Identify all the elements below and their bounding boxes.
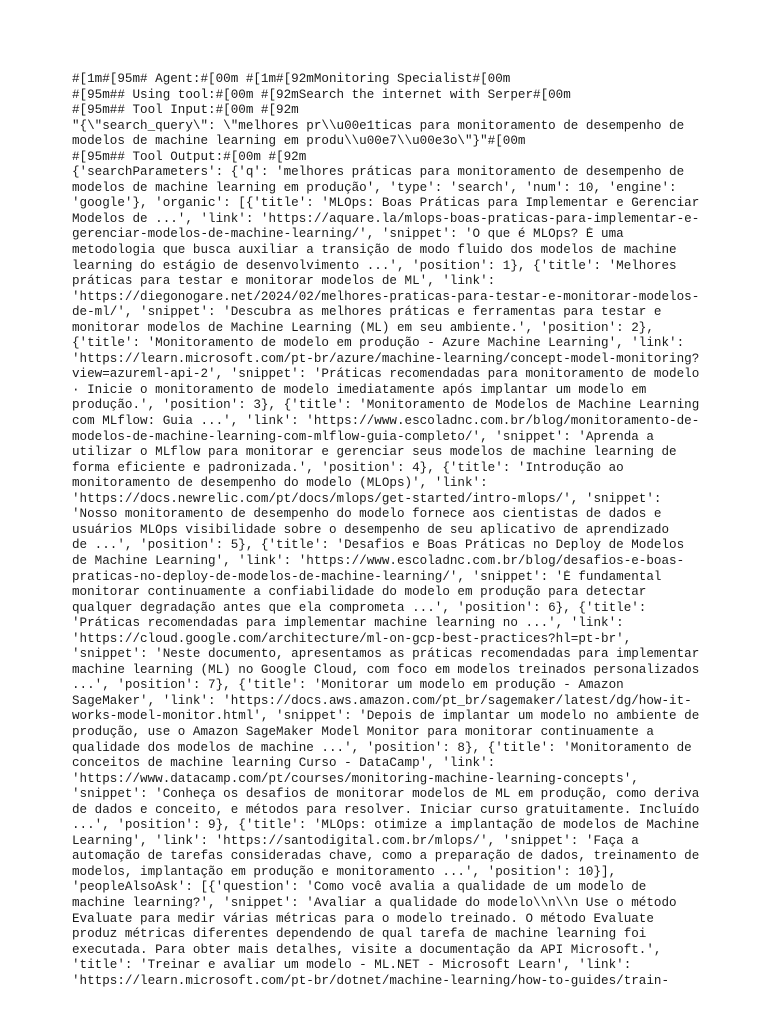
log-line: modelos de machine learning em produção', 'type': 'search', 'num': 10, 'engine': [72, 180, 677, 195]
log-line: 'Nosso monitoramento de desempenho do modelo fornece aos cientistas de dados e [72, 507, 662, 522]
log-line: Learning', 'link': 'https://santodigital.com.br/mlops/', 'snippet': 'Faça a [72, 833, 639, 848]
log-line: view=azureml-api-2', 'snippet': 'Práticas recomendadas para monitoramento de modelo [72, 367, 700, 382]
log-line: conceitos de machine learning Curso - DataCamp', 'link': [72, 756, 496, 771]
log-line: produz métricas diferentes dependendo de qual tarefa de machine learning foi [72, 927, 647, 942]
log-line: de ...', 'position': 5}, {'title': 'Desafios e Boas Práticas no Deploy de Modelos [72, 538, 685, 553]
log-line: práticas para testar e monitorar modelos de ML', 'link': [72, 274, 496, 289]
log-line: #[95m## Tool Output:#[00m #[92m [72, 149, 307, 164]
log-line: praticas-no-deploy-de-modelos-de-machine-learning/', 'snippet': 'É fundamental [72, 569, 662, 584]
log-line: machine learning?', 'snippet': 'Avaliar a qualidade do modelo\\n\\n Use o método [72, 895, 677, 910]
log-line: gerenciar-modelos-de-machine-learning/', 'snippet': 'O que é MLOps? É uma [72, 227, 624, 242]
log-line: de-ml/', 'snippet': 'Descubra as melhores práticas e ferramentas para testar e [72, 305, 662, 320]
log-line: ...', 'position': 7}, {'title': 'Monitorar um modelo em produção - Amazon [72, 678, 624, 693]
log-line: learning do estágio de desenvolvimento ...', 'position': 1}, {'title': 'Melhores [72, 258, 677, 273]
log-line: 'snippet': 'Neste documento, apresentamos as práticas recomendadas para implementar [72, 647, 700, 662]
log-line: #[95m## Tool Input:#[00m #[92m [72, 103, 299, 118]
log-line: forma eficiente e padronizada.', 'position': 4}, {'title': 'Introdução ao [72, 460, 624, 475]
log-line: 'https://learn.microsoft.com/pt-br/azure/machine-learning/concept-model-monitoring? [72, 351, 700, 366]
log-line: qualquer degradação antes que ela comprometa ...', 'position': 6}, {'title': [72, 600, 647, 615]
log-line: automação de tarefas consideradas chave, como a preparação de dados, treinamento de [72, 849, 700, 864]
log-line: 'https://learn.microsoft.com/pt-br/dotnet/machine-learning/how-to-guides/train- [72, 973, 670, 988]
log-line: 'peopleAlsoAsk': [{'question': 'Como você avalia a qualidade de um modelo de [72, 880, 647, 895]
agent-log-text [72, 72, 712, 989]
log-line: executada. Para obter mais detalhes, visite a documentação da API Microsoft.', [72, 942, 662, 957]
log-line: de dados e conceito, e métodos para resolver. Iniciar curso gratuitamente. Incluído [72, 802, 700, 817]
log-line: produção.', 'position': 3}, {'title': 'Monitoramento de Modelos de Machine Learning [72, 398, 700, 413]
log-line: 'https://diegonogare.net/2024/02/melhores-praticas-para-testar-e-monitorar-modelos- [72, 289, 700, 304]
log-line: ...', 'position': 9}, {'title': 'MLOps: otimize a implantação de modelos de Machine [72, 818, 700, 833]
log-line: #[95m## Using tool:#[00m #[92mSearch the internet with Serper#[00m [72, 87, 571, 102]
log-line: 'Práticas recomendadas para implementar machine learning no ...', 'link': [72, 616, 624, 631]
log-line: de Machine Learning', 'link': 'https://www.escoladnc.com.br/blog/desafios-e-boas- [72, 553, 685, 568]
log-line: metodologia que busca auxiliar a transição de modo fluido dos modelos de machine [72, 243, 677, 258]
log-line: SageMaker', 'link': 'https://docs.aws.amazon.com/pt_br/sagemaker/latest/dg/how-it- [72, 693, 692, 708]
log-line: · Inicie o monitoramento de modelo imediatamente após implantar um modelo em [72, 382, 647, 397]
log-line: produção, use o Amazon SageMaker Model Monitor para monitorar continuamente a [72, 724, 654, 739]
log-line: modelos, implantação em produção e monitoramento ...', 'position': 10}], [72, 864, 617, 879]
log-line: machine learning (ML) no Google Cloud, com foco em modelos treinados personalizados [72, 662, 700, 677]
log-line: monitorar modelos de Machine Learning (ML) em seu ambiente.', 'position': 2}, [72, 320, 654, 335]
log-line: modelos-de-machine-learning-com-mlflow-guia-completo/', 'snippet': 'Aprenda a [72, 429, 654, 444]
log-line: #[1m#[95m# Agent:#[00m #[1m#[92mMonitoring Specialist#[00m [72, 72, 511, 86]
log-line: works-model-monitor.html', 'snippet': 'Depois de implantar um modelo no ambiente de [72, 709, 700, 724]
log-line: 'title': 'Treinar e avaliar um modelo - ML.NET - Microsoft Learn', 'link': [72, 958, 632, 973]
log-line: utilizar o MLflow para monitorar e gerenciar seus modelos de machine learning de [72, 445, 677, 460]
log-line: 'https://cloud.google.com/architecture/ml-on-gcp-best-practices?hl=pt-br', [72, 631, 632, 646]
log-line: qualidade dos modelos de machine ...', 'position': 8}, {'title': 'Monitoramento de [72, 740, 692, 755]
log-line: usuários MLOps visibilidade sobre o desempenho de seu aplicativo de aprendizado [72, 522, 670, 537]
log-line: {'searchParameters': {'q': 'melhores práticas para monitoramento de desempenho de [72, 165, 685, 180]
log-line: monitorar continuamente a confiabilidade do modelo em produção para detectar [72, 585, 647, 600]
log-line: monitoramento de desempenho do modelo (MLOps)', 'link': [72, 476, 488, 491]
log-line: Evaluate para medir várias métricas para o modelo treinado. O método Evaluate [72, 911, 654, 926]
log-line: 'https://www.datacamp.com/pt/courses/monitoring-machine-learning-concepts', [72, 771, 639, 786]
log-line: modelos de machine learning em produ\\u00e7\\u00e3o\"}"#[00m [72, 134, 526, 149]
log-line: com MLflow: Guia ...', 'link': 'https://www.escoladnc.com.br/blog/monitoramento-de- [72, 414, 700, 429]
log-line: Modelos de ...', 'link': 'https://aquare.la/mlops-boas-praticas-para-implementar-e- [72, 211, 700, 226]
log-line: 'google'}, 'organic': [{'title': 'MLOps: Boas Práticas para Implementar e Gerenciar [72, 196, 700, 211]
log-line: 'https://docs.newrelic.com/pt/docs/mlops/get-started/intro-mlops/', 'snippet': [72, 491, 662, 506]
log-line: {'title': 'Monitoramento de modelo em produção - Azure Machine Learning', 'link': [72, 336, 685, 351]
log-line: 'snippet': 'Conheça os desafios de monitorar modelos de ML em produção, como deriva [72, 787, 700, 802]
log-line: "{\"search_query\": \"melhores pr\\u00e1ticas para monitoramento de desempenho de [72, 118, 685, 133]
